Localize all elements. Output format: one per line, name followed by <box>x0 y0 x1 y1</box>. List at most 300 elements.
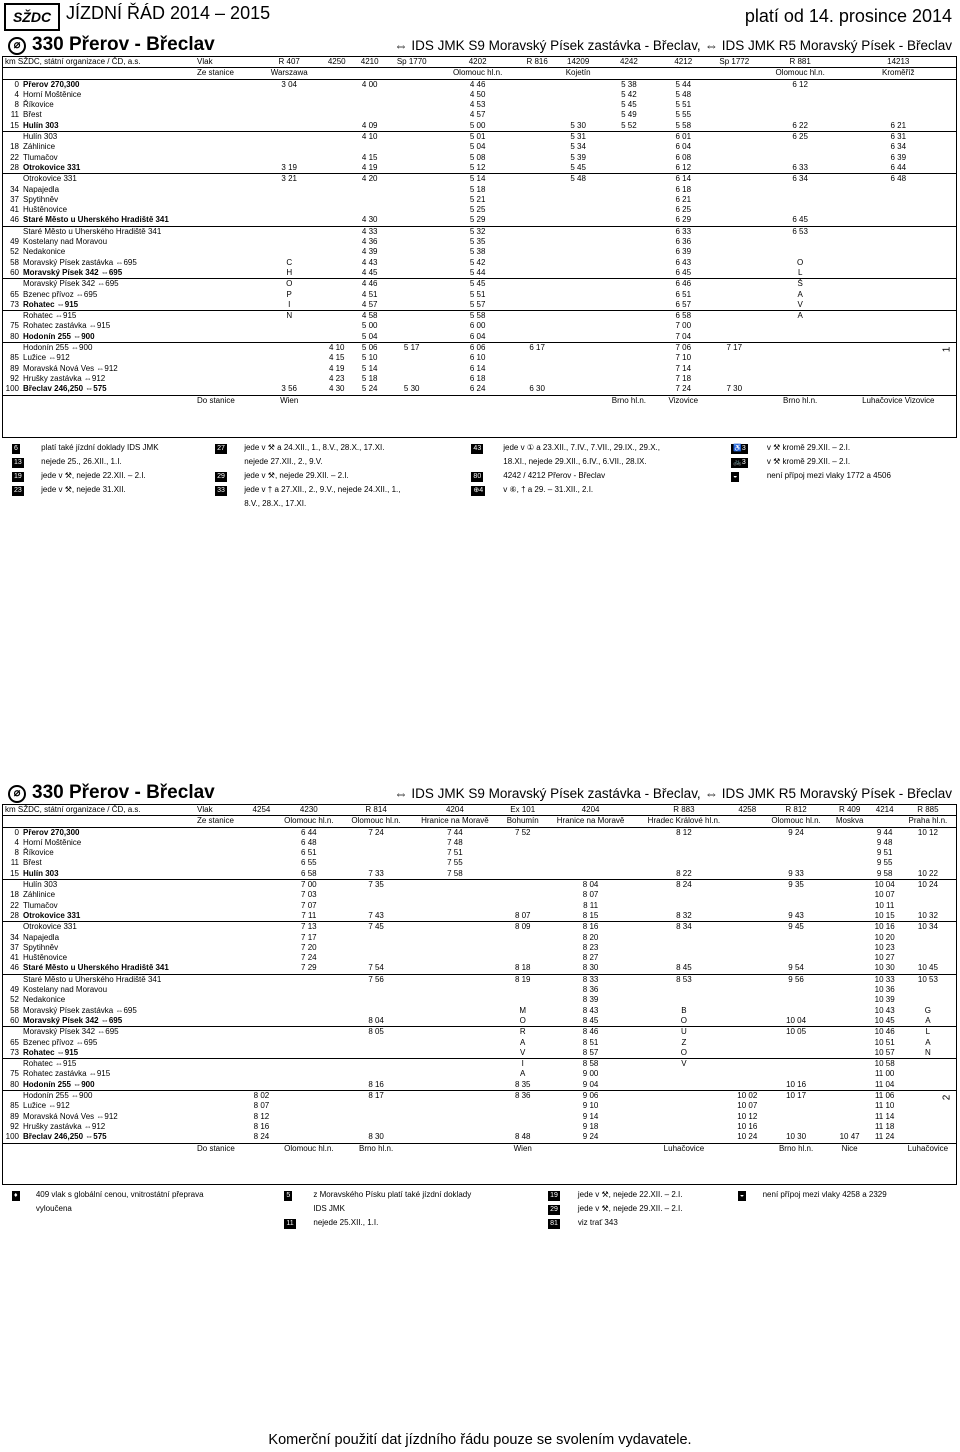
time-cell: 6 12 <box>675 162 692 172</box>
time-cell: 6 22 <box>792 120 808 130</box>
time-cell <box>410 933 500 943</box>
station-name: Staré Město u Uherského Hradiště 341 <box>23 963 169 973</box>
km-value: 4 <box>14 89 19 99</box>
note-text <box>37 498 209 509</box>
time-cell: G <box>924 1005 932 1015</box>
time-cell: 6 29 <box>675 215 692 225</box>
time-cell <box>709 268 760 279</box>
time-cell <box>386 321 437 331</box>
note-mark <box>8 442 35 454</box>
time-cell <box>636 995 732 1005</box>
time-cell <box>410 974 500 985</box>
train-number: 14209 <box>556 57 600 68</box>
note-mark <box>280 1203 307 1215</box>
footer-note: Komerční použití dat jízdního řádu pouze se svolením vydavatele. <box>268 1432 692 1448</box>
time-cell: 5 57 <box>469 299 486 309</box>
time-cell <box>500 985 545 995</box>
time-cell <box>258 100 320 110</box>
note-mark <box>727 442 761 454</box>
time-cell: 4 19 <box>328 363 345 373</box>
time-cell <box>500 890 545 900</box>
time-cell <box>518 279 556 290</box>
station-name: Moravská Nová Ves ⇔912 <box>23 363 118 373</box>
station-name: Rohatec ⇔915 <box>23 299 79 309</box>
time-cell <box>762 848 829 858</box>
time-cell <box>410 1048 500 1059</box>
time-cell <box>320 258 353 268</box>
time-cell <box>709 110 760 120</box>
km-value: 37 <box>10 942 19 952</box>
time-cell: 8 39 <box>582 995 599 1005</box>
table-row <box>3 995 956 1005</box>
table-row <box>3 827 956 838</box>
time-cell: 6 44 <box>890 162 907 172</box>
time-cell: 7 24 <box>368 827 384 837</box>
table-row <box>3 100 956 110</box>
time-cell: 7 18 <box>675 373 692 383</box>
time-cell <box>830 838 870 848</box>
time-cell <box>275 1027 342 1038</box>
time-cell: 9 24 <box>582 1132 599 1142</box>
km-value: 4 <box>14 837 19 847</box>
station-name: Záhlinice <box>23 142 56 152</box>
time-cell: 8 45 <box>582 1015 599 1025</box>
time-cell <box>762 890 829 900</box>
time-cell: A <box>520 1069 526 1079</box>
time-cell <box>248 933 275 943</box>
note-text: 18.XI., nejede 29.XII., 6.IV., 6.VII., 28.IX. <box>503 457 647 466</box>
time-cell: 6 53 <box>760 226 841 237</box>
time-cell: 9 54 <box>788 963 804 973</box>
time-cell <box>353 195 386 205</box>
time-cell <box>841 311 957 322</box>
time-cell <box>556 353 600 363</box>
km-value: 89 <box>10 1111 19 1121</box>
time-cell <box>600 268 658 279</box>
from-station: Moskva <box>830 816 870 827</box>
to-station <box>518 395 556 406</box>
time-cell <box>841 374 957 384</box>
from-station: Praha hl.n. <box>900 816 956 827</box>
note-badge: 33 <box>217 487 225 494</box>
note-text <box>499 498 725 509</box>
table-row <box>3 858 956 868</box>
time-cell: 11 24 <box>874 1132 895 1142</box>
time-cell <box>709 247 760 257</box>
time-cell: O <box>680 1047 688 1057</box>
time-cell: A <box>925 1037 931 1047</box>
station-name: Hodonín 255 ⇔900 <box>23 331 95 341</box>
time-cell <box>386 132 437 143</box>
time-cell <box>275 1006 342 1016</box>
from-station <box>248 816 275 827</box>
time-cell: 5 01 <box>437 132 518 143</box>
time-cell <box>900 995 956 1005</box>
table-row <box>3 185 956 195</box>
time-cell: 9 00 <box>582 1069 599 1079</box>
timetable <box>3 57 956 406</box>
km-value: 8 <box>14 100 19 110</box>
km-value: 89 <box>10 363 19 373</box>
time-cell: 10 16 <box>786 1079 807 1089</box>
time-cell <box>841 300 957 311</box>
time-cell: 5 29 <box>469 215 486 225</box>
time-cell: 8 11 <box>583 900 599 910</box>
station-name: Říkovice <box>23 848 54 858</box>
time-cell <box>258 90 320 100</box>
train-label: Vlak <box>195 57 258 68</box>
time-cell <box>762 1048 829 1059</box>
time-cell <box>600 174 658 185</box>
time-cell: 4 19 <box>361 162 378 172</box>
km-value: 18 <box>10 142 19 152</box>
time-cell <box>386 215 437 226</box>
note-badge: 23 <box>14 487 22 494</box>
note-mark <box>734 1203 757 1215</box>
time-cell: 4 10 <box>353 132 386 143</box>
time-cell <box>410 985 500 995</box>
time-cell <box>248 963 275 974</box>
time-cell: 6 21 <box>675 194 692 204</box>
time-cell <box>342 1112 409 1122</box>
note-mark <box>727 498 761 509</box>
time-cell: 9 14 <box>582 1111 599 1121</box>
time-cell <box>732 974 762 985</box>
time-cell <box>248 1048 275 1059</box>
note-mark <box>8 1203 30 1215</box>
time-cell: 7 51 <box>447 848 463 858</box>
km-value: 100 <box>5 384 19 394</box>
operator-label: km SŽDC, státní organizace / ČD, a.s. <box>3 57 195 68</box>
from-station: Bohumín <box>500 816 545 827</box>
time-cell <box>275 1069 342 1079</box>
time-cell: H <box>286 267 293 277</box>
time-cell: 10 05 <box>762 1027 829 1038</box>
time-cell: 4 33 <box>353 226 386 237</box>
time-cell <box>410 901 500 911</box>
time-cell <box>248 922 275 933</box>
to-station <box>410 1143 500 1154</box>
time-cell <box>709 374 760 384</box>
time-cell: A <box>925 1015 931 1025</box>
time-cell <box>320 163 353 174</box>
time-cell <box>732 1069 762 1079</box>
time-cell <box>258 353 320 363</box>
time-cell: 4 46 <box>353 279 386 290</box>
time-cell <box>760 90 841 100</box>
time-cell: 4 50 <box>469 89 486 99</box>
time-cell <box>732 1048 762 1059</box>
time-cell <box>320 279 353 290</box>
time-cell <box>900 985 956 995</box>
table-row <box>3 290 956 300</box>
time-cell <box>762 1059 829 1070</box>
to-station: Wien <box>500 1143 545 1154</box>
from-label: Ze stanice <box>195 816 248 827</box>
note-badge: 6 <box>14 445 18 452</box>
time-cell: 8 43 <box>582 1005 599 1015</box>
timetable <box>3 805 956 1154</box>
time-cell <box>342 848 409 858</box>
km-value <box>3 311 21 322</box>
time-cell <box>762 933 829 943</box>
table-row <box>3 922 956 933</box>
time-cell <box>830 922 870 933</box>
time-cell <box>841 205 957 215</box>
note-badge: ♦ <box>14 1192 18 1199</box>
time-cell <box>709 142 760 152</box>
page-number: 1 <box>941 346 953 353</box>
time-cell <box>320 174 353 185</box>
train-number: 4204 <box>410 805 500 816</box>
time-cell <box>760 332 841 343</box>
table-row <box>3 215 956 226</box>
km-value: 37 <box>10 194 19 204</box>
time-cell <box>386 332 437 343</box>
time-cell <box>248 1016 275 1027</box>
station-name: Moravský Písek 342 ⇔695 <box>21 1027 248 1038</box>
note-text: jede v ⚒, nejede 22.XII. – 2.I. <box>577 1190 683 1199</box>
time-cell <box>518 226 556 237</box>
time-cell <box>386 374 437 384</box>
time-cell <box>258 364 320 374</box>
time-cell <box>732 1027 762 1038</box>
time-cell <box>342 1101 409 1111</box>
time-cell <box>600 321 658 331</box>
time-cell <box>600 300 658 311</box>
from-station: Hranice na Moravě <box>410 816 500 827</box>
table-row <box>3 848 956 858</box>
time-cell <box>410 911 500 922</box>
time-cell <box>841 195 957 205</box>
note-mark <box>467 498 497 509</box>
station-name: Záhlinice <box>23 890 56 900</box>
time-cell <box>732 1059 762 1070</box>
time-cell <box>556 185 600 195</box>
time-cell <box>762 1112 829 1122</box>
time-cell <box>900 848 956 858</box>
time-cell: 7 00 <box>675 321 692 331</box>
time-cell <box>258 247 320 257</box>
km-value <box>3 132 21 143</box>
time-cell: 7 17 <box>709 343 760 354</box>
time-cell <box>275 1048 342 1059</box>
time-cell: 8 51 <box>582 1037 599 1047</box>
note-text <box>759 1217 944 1229</box>
time-cell: 11 14 <box>874 1111 895 1121</box>
time-cell <box>636 1069 732 1079</box>
table-row <box>3 142 956 152</box>
note-text: nejede 27.XII., 2., 9.V. <box>244 457 323 466</box>
km-value: 73 <box>10 299 19 309</box>
km-value <box>3 226 21 237</box>
time-cell <box>320 247 353 257</box>
km-value: 80 <box>10 331 19 341</box>
time-cell: 5 14 <box>361 363 378 373</box>
table-row <box>3 901 956 911</box>
time-cell <box>275 1038 342 1048</box>
km-value: 34 <box>10 932 19 942</box>
spacer <box>3 816 21 827</box>
table-row <box>3 258 956 268</box>
km-value: 46 <box>10 215 19 225</box>
time-cell <box>386 300 437 311</box>
time-cell <box>636 858 732 868</box>
time-cell: 6 18 <box>675 184 692 194</box>
time-cell <box>342 933 409 943</box>
to-station <box>556 395 600 406</box>
table-row <box>3 1132 956 1143</box>
note-mark <box>280 1189 307 1201</box>
time-cell: 8 35 <box>514 1079 531 1089</box>
time-cell: 9 44 <box>876 827 893 837</box>
time-cell: 10 45 <box>874 1015 895 1025</box>
time-cell: 4 57 <box>361 299 378 309</box>
time-cell <box>518 268 556 279</box>
time-cell <box>556 205 600 215</box>
to-station: Vizovice <box>658 395 709 406</box>
time-cell: 4 45 <box>361 267 378 277</box>
time-cell: 4 43 <box>361 257 378 267</box>
time-cell <box>709 132 760 143</box>
table-row <box>3 880 956 891</box>
station-name: Rohatec ⇔915 <box>21 1059 248 1070</box>
time-cell: 7 48 <box>447 837 463 847</box>
time-cell <box>841 226 957 237</box>
time-cell <box>518 374 556 384</box>
time-cell <box>709 174 760 185</box>
station-name: Tlumačov <box>23 152 58 162</box>
note-text <box>759 1203 944 1215</box>
time-cell: 8 07 <box>514 910 531 920</box>
table-row <box>3 132 956 143</box>
time-cell: 5 21 <box>469 194 486 204</box>
time-cell: 5 48 <box>556 174 600 185</box>
km-value: 8 <box>14 848 19 858</box>
train-number: R 816 <box>518 57 556 68</box>
time-cell <box>841 215 957 226</box>
time-cell: 7 54 <box>368 963 384 973</box>
time-cell: 6 04 <box>675 142 692 152</box>
time-cell <box>760 321 841 331</box>
time-cell <box>386 268 437 279</box>
time-cell <box>248 827 275 838</box>
time-cell: 8 46 <box>545 1027 635 1038</box>
time-cell: 6 04 <box>469 331 486 341</box>
time-cell <box>320 79 353 90</box>
time-cell: 7 20 <box>301 942 317 952</box>
time-cell: 7 10 <box>675 353 692 363</box>
km-value: 75 <box>10 321 19 331</box>
from-station: Kojetín <box>556 68 600 79</box>
km-value: 28 <box>10 910 19 920</box>
note-mark <box>467 456 497 468</box>
time-cell <box>342 858 409 868</box>
time-cell <box>258 343 320 354</box>
time-cell <box>762 901 829 911</box>
train-number: R 409 <box>830 805 870 816</box>
time-cell: 10 15 <box>874 910 895 920</box>
time-cell: 5 12 <box>469 162 486 172</box>
time-cell <box>556 332 600 343</box>
note-text <box>32 1217 278 1229</box>
time-cell: 6 10 <box>469 353 486 363</box>
table-row <box>3 943 956 953</box>
to-station <box>248 1143 275 1154</box>
note-mark <box>544 1203 572 1215</box>
note-mark <box>544 1217 572 1229</box>
time-cell <box>320 226 353 237</box>
time-cell: B <box>681 1005 687 1015</box>
time-cell: 4 20 <box>353 174 386 185</box>
time-cell <box>760 353 841 363</box>
time-cell <box>732 869 762 880</box>
km-value: 0 <box>14 79 19 89</box>
time-cell <box>636 901 732 911</box>
time-cell: 5 04 <box>469 142 486 152</box>
time-cell: 4 51 <box>361 289 378 299</box>
time-cell <box>518 142 556 152</box>
time-cell: 5 14 <box>437 174 518 185</box>
table-row <box>3 869 956 880</box>
time-cell <box>830 943 870 953</box>
time-cell <box>762 1038 829 1048</box>
table-row <box>3 163 956 174</box>
time-cell: 4 30 <box>361 215 378 225</box>
note-badge: 29 <box>550 1206 558 1213</box>
time-cell: O <box>258 279 320 290</box>
time-cell <box>556 90 600 100</box>
note-text: jede v ⚒, nejede 29.XII. – 2.I. <box>577 1204 683 1213</box>
table-row <box>3 321 956 331</box>
time-cell: 6 44 <box>301 827 317 837</box>
time-cell: 6 39 <box>675 247 692 257</box>
time-cell: 9 24 <box>788 827 804 837</box>
time-cell: 5 38 <box>621 79 637 89</box>
note-text: z Moravského Písku platí také jízdní doklady <box>313 1190 472 1199</box>
note-text <box>763 484 944 496</box>
note-badge: ♿3 <box>733 445 746 452</box>
time-cell: N <box>925 1047 931 1057</box>
station-name: Hrušky zastávka ⇔912 <box>23 1121 106 1131</box>
note-mark <box>467 484 497 496</box>
time-cell <box>545 838 635 848</box>
time-cell: 4 46 <box>469 79 486 89</box>
time-cell <box>410 1016 500 1027</box>
time-cell: 8 19 <box>500 974 545 985</box>
note-text: platí také jízdní doklady IDS JMK <box>41 443 159 452</box>
time-cell: U <box>636 1027 732 1038</box>
note-mark <box>211 442 238 454</box>
note-text: 8.V., 28.X., 17.XI. <box>244 499 307 508</box>
time-cell <box>248 848 275 858</box>
time-cell <box>248 1080 275 1091</box>
time-cell: 9 43 <box>788 910 804 920</box>
time-cell: 5 30 <box>570 120 586 130</box>
note-mark <box>467 470 497 482</box>
time-cell <box>410 1132 500 1143</box>
time-cell <box>760 153 841 163</box>
time-cell <box>342 901 409 911</box>
from-station: Olomouc hl.n. <box>342 816 409 827</box>
time-cell: 8 53 <box>636 974 732 985</box>
time-cell <box>342 1122 409 1132</box>
time-cell <box>500 1101 545 1111</box>
time-cell <box>709 79 760 90</box>
note-mark <box>727 456 761 468</box>
time-cell <box>830 890 870 900</box>
time-cell <box>732 911 762 922</box>
